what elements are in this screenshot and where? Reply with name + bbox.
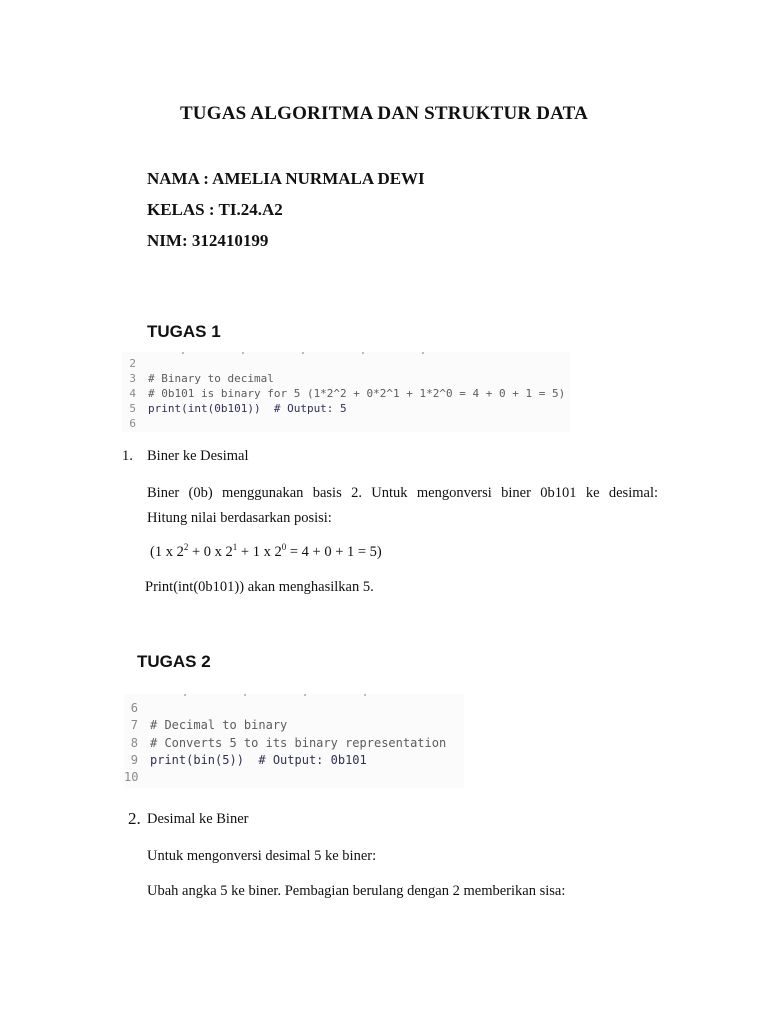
- code-text: print(bin(5)) # Output: 0b101: [150, 753, 367, 767]
- line-number: 6: [129, 417, 136, 430]
- line-number: 2: [129, 357, 136, 370]
- document-title: TUGAS ALGORITMA DAN STRUKTUR DATA: [179, 103, 589, 124]
- code-line: [122, 386, 565, 402]
- formula-exponent: 2: [183, 542, 189, 553]
- code-text: # Decimal to binary: [150, 718, 288, 732]
- code-line: [124, 752, 367, 768]
- formula-part: = 4 + 0 + 1 = 5): [286, 544, 382, 560]
- formula-exponent: 1: [232, 542, 238, 553]
- code-line: [122, 416, 148, 432]
- tugas2-paragraph: Untuk mengonversi desimal 5 ke biner:: [147, 848, 377, 864]
- code-snippet-cutoff-marks: [184, 694, 414, 696]
- line-number: 3: [129, 372, 136, 385]
- code-snippet-cutoff-marks: [182, 352, 482, 354]
- binary-formula: [150, 539, 382, 565]
- code-text: # 0b101 is binary for 5 (1*2^2 + 0*2^1 + 1*2^0 = 4 + 0 + 1 = 5): [148, 387, 566, 400]
- code-line: [124, 769, 150, 785]
- line-number: 9: [130, 753, 138, 767]
- code-line: [122, 371, 274, 387]
- list-item-title: Desimal ke Biner: [147, 811, 249, 827]
- code-text: # Converts 5 to its binary representation: [150, 736, 447, 750]
- line-number: 5: [129, 402, 136, 415]
- code-line: [124, 717, 287, 733]
- list-item-title: Biner ke Desimal: [147, 448, 249, 464]
- tugas2-paragraph: Ubah angka 5 ke biner. Pembagian berulang dengan 2 memberikan sisa:: [147, 883, 566, 899]
- code-line: [122, 401, 347, 417]
- student-class: KELAS : TI.24.A2: [147, 200, 283, 219]
- line-number: 6: [130, 701, 138, 715]
- line-number: 8: [130, 736, 138, 750]
- code-text: print(int(0b101)) # Output: 5: [148, 402, 347, 415]
- code-line: [124, 700, 150, 716]
- tugas1-code-snippet: [122, 352, 570, 432]
- formula-exponent: 0: [281, 542, 287, 553]
- tugas1-result: Print(int(0b101)) akan menghasilkan 5.: [145, 579, 374, 595]
- tugas1-heading: TUGAS 1: [147, 322, 221, 341]
- formula-part: + 1 x 2: [237, 544, 282, 560]
- tugas1-paragraph-line: Biner (0b) menggunakan basis 2. Untuk mengonversi biner 0b101 ke desimal:: [147, 485, 658, 501]
- formula-part: (1 x 2: [150, 544, 184, 560]
- student-nim: NIM: 312410199: [147, 231, 269, 250]
- formula-part: + 0 x 2: [188, 544, 233, 560]
- code-line: [124, 735, 446, 751]
- tugas1-paragraph-line: Hitung nilai berdasarkan posisi:: [147, 510, 332, 526]
- code-text: # Binary to decimal: [148, 372, 274, 385]
- student-name: NAMA : AMELIA NURMALA DEWI: [147, 169, 425, 188]
- tugas2-code-snippet: [124, 694, 464, 788]
- line-number: 10: [124, 770, 139, 784]
- tugas2-heading: TUGAS 2: [137, 652, 211, 671]
- list-item-number: 2.: [128, 809, 141, 828]
- line-number: 4: [129, 387, 136, 400]
- line-number: 7: [130, 718, 138, 732]
- list-item-number: 1.: [122, 448, 133, 464]
- code-line: [122, 356, 148, 372]
